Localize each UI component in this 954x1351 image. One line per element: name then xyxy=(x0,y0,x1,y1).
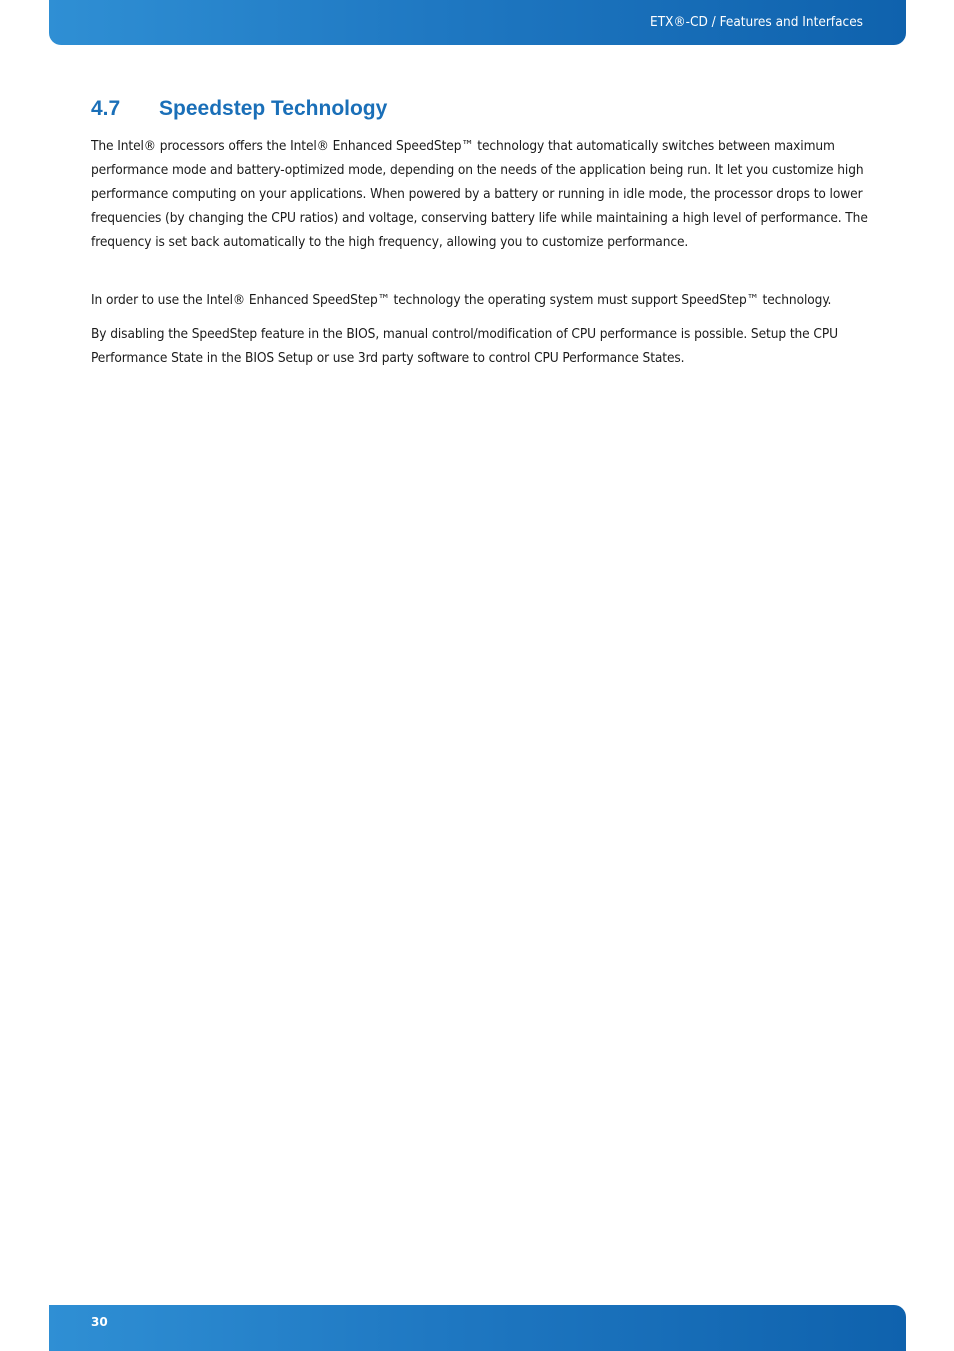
section-heading xyxy=(91,95,871,123)
page-number: 30 xyxy=(91,1315,108,1329)
header-title: ETX®-CD / Features and Interfaces xyxy=(650,14,863,30)
paragraph-os-support: In order to use the Intel® Enhanced SpeedStep™ technology the operating system must support SpeedStep™ technology. xyxy=(91,292,832,308)
page-footer xyxy=(49,1305,906,1351)
paragraph-intro: The Intel® processors offers the Intel® Enhanced SpeedStep™ technology that automatically switches between maximum performance mode and battery-optimized mode, depending on the needs of the application being run. It let you customize high performance computing on your applications. When powered by a battery or running in idle mode, the processor drops to lower frequencies (by changing the CPU ratios) and voltage, conserving battery life while maintaining a high level of performance. The frequency is set back automatically to the high frequency, allowing you to customize performance. xyxy=(91,138,868,250)
section-title: Speedstep Technology xyxy=(159,97,388,120)
paragraph-bios-control: By disabling the SpeedStep feature in the BIOS, manual control/modification of CPU performance is possible. Setup the CPU Performance State in the BIOS Setup or use 3rd party software to control CPU Performance States. xyxy=(91,326,838,366)
page-header xyxy=(49,0,906,45)
section-speedstep xyxy=(91,95,871,366)
section-number: 4.7 xyxy=(91,97,121,120)
